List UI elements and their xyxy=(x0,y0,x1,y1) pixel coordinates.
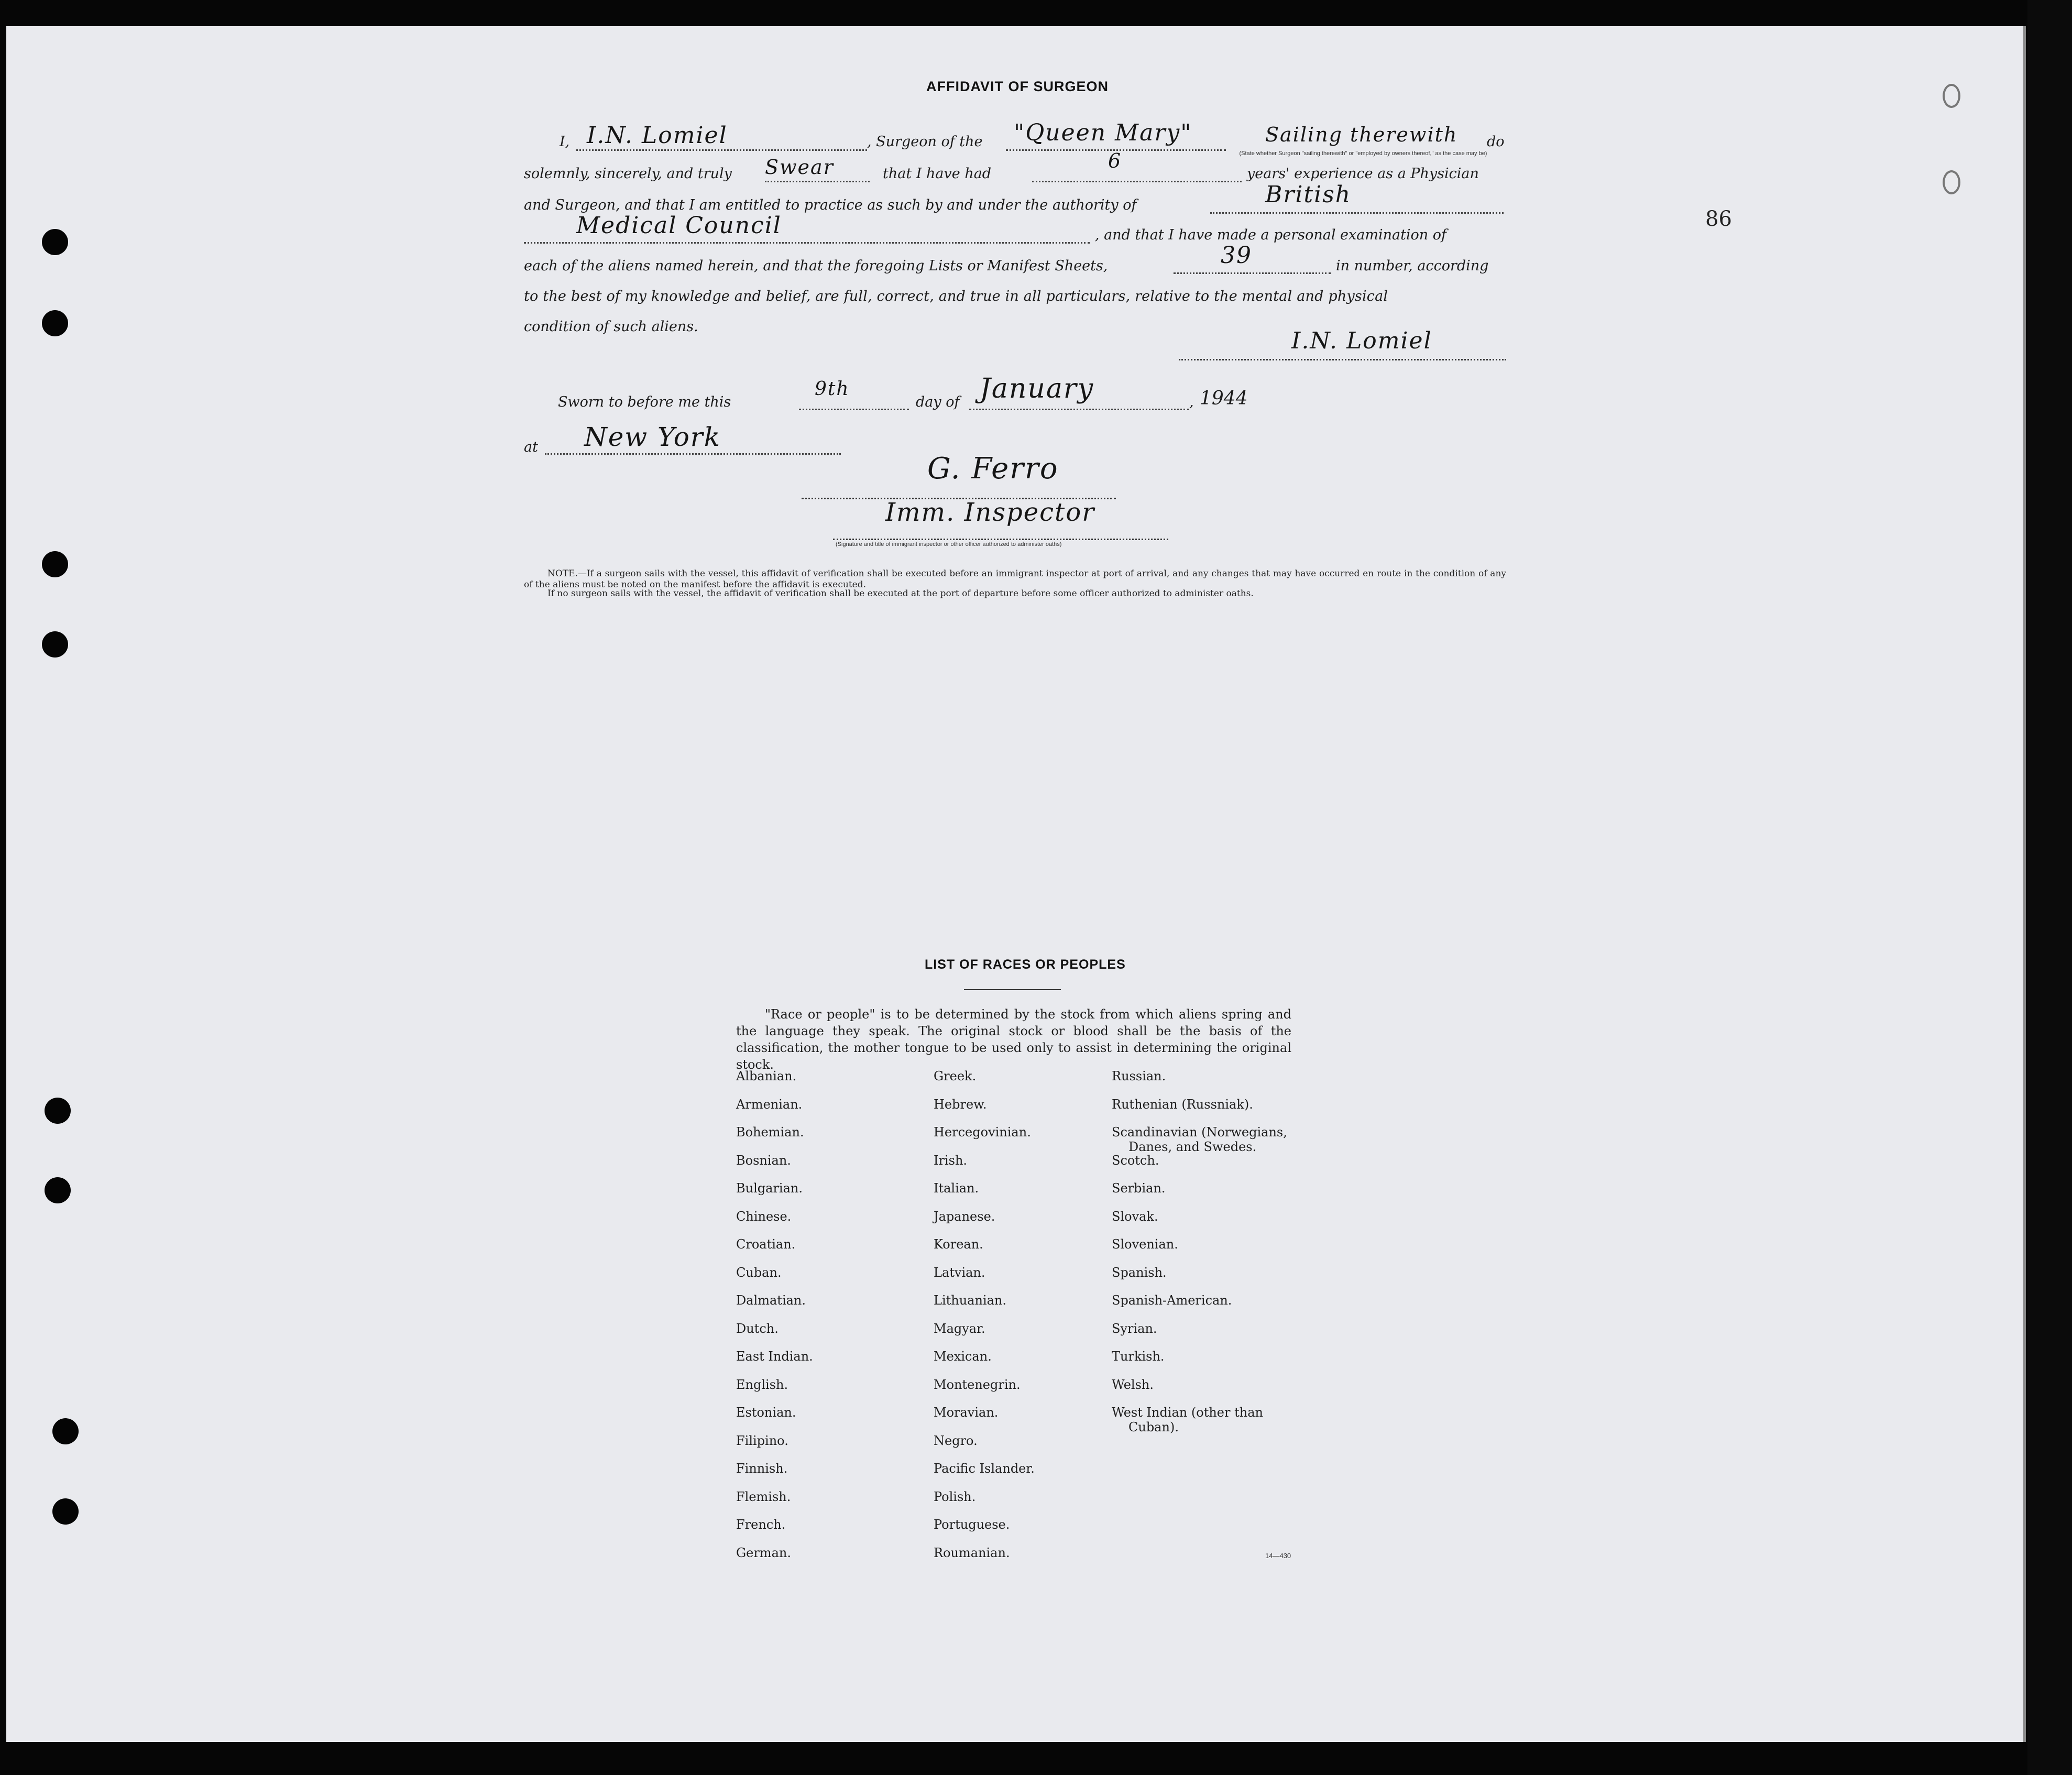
affidavit-text: day of xyxy=(916,394,960,410)
race-item: Polish. xyxy=(934,1489,976,1504)
page-number: 86 xyxy=(1705,207,1732,231)
binder-hole xyxy=(52,1498,79,1525)
race-item: Cuban). xyxy=(1128,1420,1179,1434)
affidavit-text: to the best of my knowledge and belief, are full, correct, and true in all particulars, relative to the mental and physical xyxy=(524,288,1388,304)
affidavit-text: condition of such aliens. xyxy=(524,319,698,335)
sworn-month: January xyxy=(980,373,1094,404)
race-item: Syrian. xyxy=(1112,1321,1157,1336)
race-item: Japanese. xyxy=(934,1209,995,1224)
race-item: East Indian. xyxy=(736,1349,813,1364)
blank-line xyxy=(1174,272,1331,274)
race-item: Latvian. xyxy=(934,1265,985,1280)
form-number: 14—430 xyxy=(1265,1552,1291,1560)
race-item: Ruthenian (Russniak). xyxy=(1112,1097,1253,1112)
sworn-year: 1944 xyxy=(1200,388,1248,409)
race-item: Welsh. xyxy=(1112,1377,1154,1392)
binder-hole xyxy=(52,1418,79,1444)
affidavit-note: If no surgeon sails with the vessel, the affidavit of verification shall be executed at the port of departure before some officer authorized to administer oaths. xyxy=(547,588,1254,599)
race-item: Russian. xyxy=(1112,1069,1166,1083)
affidavit-title: AFFIDAVIT OF SURGEON xyxy=(926,79,1109,94)
race-item: Bosnian. xyxy=(736,1153,791,1168)
affidavit-text: , Surgeon of the xyxy=(867,134,983,150)
sailing-status: Sailing therewith xyxy=(1265,123,1458,146)
title-rule xyxy=(964,989,1061,990)
affidavit-note: NOTE.—If a surgeon sails with the vessel, this affidavit of verification shall be executed before an immigrant inspector at port of arrival, and any changes that may have occurred en route in the condition of any of the aliens must be noted on the manifest before the affidavit is executed. xyxy=(524,568,1506,590)
signature-caption: (Signature and title of immigrant inspector or other officer authorized to administer oaths) xyxy=(836,541,1062,547)
ship-name: "Queen Mary" xyxy=(1014,119,1192,146)
race-item: Pacific Islander. xyxy=(934,1461,1035,1476)
race-item: Scotch. xyxy=(1112,1153,1159,1168)
sworn-place: New York xyxy=(584,422,721,452)
affidavit-text: and Surgeon, and that I am entitled to practice as such by and under the authority of xyxy=(524,197,1137,213)
race-item: Estonian. xyxy=(736,1405,796,1420)
race-item: Hercegovinian. xyxy=(934,1125,1031,1139)
race-item: Albanian. xyxy=(736,1069,797,1083)
affidavit-text: , xyxy=(1189,394,1194,410)
blank-line xyxy=(524,242,1090,244)
race-item: Lithuanian. xyxy=(934,1293,1007,1308)
sworn-day: 9th xyxy=(815,378,850,400)
race-item: Spanish-American. xyxy=(1112,1293,1232,1308)
sheet-count: 39 xyxy=(1221,242,1252,269)
binder-hole xyxy=(42,310,68,336)
blank-line xyxy=(969,409,1189,410)
race-item: Negro. xyxy=(934,1433,978,1448)
surgeon-signature: I.N. Lomiel xyxy=(1291,327,1432,354)
race-item: Dutch. xyxy=(736,1321,779,1336)
race-item: Serbian. xyxy=(1112,1181,1166,1196)
race-item: Armenian. xyxy=(736,1097,803,1112)
affidavit-text: do xyxy=(1487,134,1505,150)
affidavit-text: in number, according xyxy=(1336,258,1489,274)
ring-mark xyxy=(1943,84,1960,108)
race-item: Finnish. xyxy=(736,1461,788,1476)
race-item: Irish. xyxy=(934,1153,968,1168)
authority-1: British xyxy=(1265,181,1352,208)
race-item: Turkish. xyxy=(1112,1349,1165,1364)
race-item: Filipino. xyxy=(736,1433,788,1448)
affidavit-text: , and that I have made a personal examination of xyxy=(1095,227,1447,243)
binder-hole xyxy=(42,229,68,255)
race-item: Mexican. xyxy=(934,1349,992,1364)
race-item: Flemish. xyxy=(736,1489,791,1504)
blank-line xyxy=(545,453,841,455)
affidavit-text: years' experience as a Physician xyxy=(1247,166,1479,182)
race-item: Hebrew. xyxy=(934,1097,987,1112)
blank-line xyxy=(765,181,870,182)
race-item: Portuguese. xyxy=(934,1517,1010,1532)
race-item: Italian. xyxy=(934,1181,979,1196)
binder-hole xyxy=(45,1098,71,1124)
race-item: Scandinavian (Norwegians, xyxy=(1112,1125,1287,1139)
affidavit-text: solemnly, sincerely, and truly xyxy=(524,166,732,182)
scan-border xyxy=(2027,0,2072,1775)
race-item: Slovenian. xyxy=(1112,1237,1178,1252)
race-item: French. xyxy=(736,1517,786,1532)
signature-line xyxy=(833,539,1168,540)
race-item: Korean. xyxy=(934,1237,983,1252)
affidavit-text: Sworn to before me this xyxy=(558,394,731,410)
sworn-word: Swear xyxy=(765,156,834,179)
affidavit-text: I, xyxy=(560,134,570,150)
race-item: Dalmatian. xyxy=(736,1293,806,1308)
race-item: Danes, and Swedes. xyxy=(1128,1139,1257,1154)
race-item: Bulgarian. xyxy=(736,1181,803,1196)
race-item: Slovak. xyxy=(1112,1209,1158,1224)
race-item: German. xyxy=(736,1545,791,1560)
races-intro: "Race or people" is to be determined by the stock from which aliens spring and the language they speak. The original stock or blood shall be the basis of the classification, the mother tongue to be used only to assist in determining the original stock. xyxy=(736,1007,1291,1072)
race-item: Croatian. xyxy=(736,1237,796,1252)
blank-line xyxy=(1210,212,1504,214)
race-item: Moravian. xyxy=(934,1405,999,1420)
race-item: Spanish. xyxy=(1112,1265,1167,1280)
race-item: Montenegrin. xyxy=(934,1377,1021,1392)
years-experience: 6 xyxy=(1108,149,1122,172)
race-item: Chinese. xyxy=(736,1209,792,1224)
binder-hole xyxy=(45,1177,71,1203)
binder-hole xyxy=(42,551,68,577)
blank-line xyxy=(799,409,909,410)
inspector-signature: G. Ferro xyxy=(927,452,1059,486)
binder-hole xyxy=(42,631,68,658)
ring-mark xyxy=(1943,170,1960,194)
state-note: (State whether Surgeon "sailing therewith" or "employed by owners thereof," as the case may be) xyxy=(1239,150,1487,157)
race-item: West Indian (other than xyxy=(1112,1405,1263,1420)
races-title: LIST OF RACES OR PEOPLES xyxy=(925,957,1126,972)
blank-line xyxy=(576,149,867,151)
race-item: Cuban. xyxy=(736,1265,782,1280)
race-item: Roumanian. xyxy=(934,1545,1010,1560)
document-page xyxy=(6,26,2026,1742)
surgeon-name: I.N. Lomiel xyxy=(587,122,728,149)
affidavit-text: at xyxy=(524,439,538,455)
blank-line xyxy=(1032,181,1242,182)
race-item: Greek. xyxy=(934,1069,977,1083)
inspector-title: Imm. Inspector xyxy=(885,498,1095,527)
race-item: Magyar. xyxy=(934,1321,985,1336)
race-item: Bohemian. xyxy=(736,1125,804,1139)
affidavit-text: each of the aliens named herein, and that the foregoing Lists or Manifest Sheets, xyxy=(524,258,1108,274)
race-item: English. xyxy=(736,1377,788,1392)
authority-2: Medical Council xyxy=(576,212,782,239)
signature-line xyxy=(1179,359,1506,360)
affidavit-text: that I have had xyxy=(883,166,992,182)
